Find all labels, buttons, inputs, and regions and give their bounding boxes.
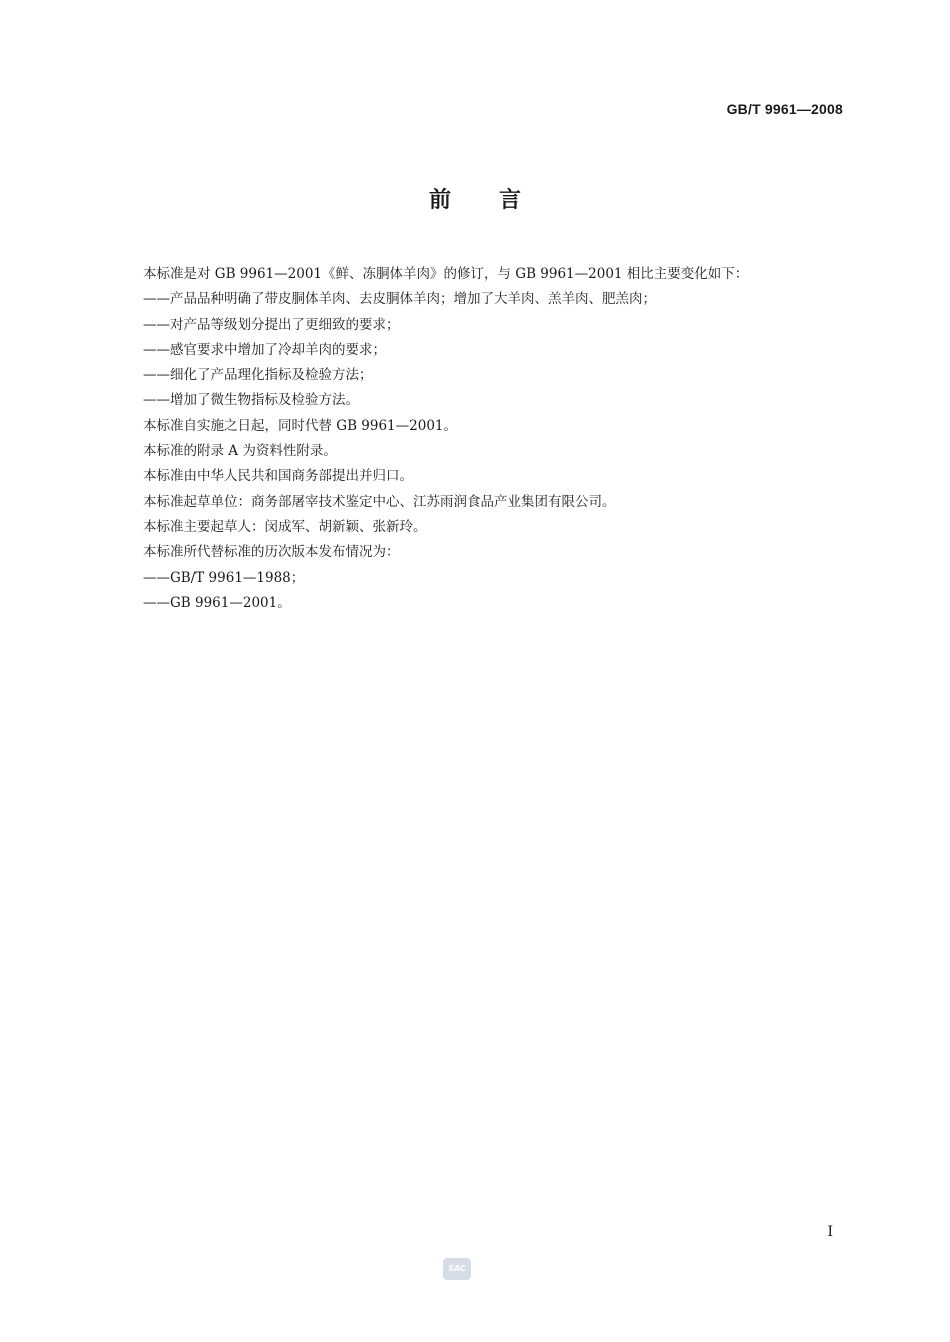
body-line: ——对产品等级划分提出了更细致的要求；: [143, 316, 400, 333]
body-line: 本标准由中华人民共和国商务部提出并归口。: [143, 468, 413, 485]
body-line: 本标准主要起草人：闵成军、胡新颖、张新玲。: [143, 518, 427, 535]
page-number: I: [827, 1224, 833, 1240]
body-line: 本标准是对 GB 9961—2001《鲜、冻胴体羊肉》的修订，与 GB 9961—2001 相比主要变化如下：: [143, 266, 749, 282]
body-line: 本标准的附录 A 为资料性附录。: [143, 443, 337, 460]
body-line: ——细化了产品理化指标及检验方法；: [143, 367, 373, 384]
body-line: 本标准所代替标准的历次版本发布情况为：: [143, 544, 400, 561]
body-line: ——产品品种明确了带皮胴体羊肉、去皮胴体羊肉；增加了大羊肉、羔羊肉、肥羔肉；: [143, 291, 656, 308]
body-line: 本标准自实施之日起，同时代替 GB 9961—2001。: [143, 417, 457, 434]
document-body: [143, 262, 823, 616]
body-line: ——GB/T 9961—1988；: [143, 569, 305, 586]
standard-number: GB/T 9961—2008: [726, 101, 843, 117]
sac-logo-icon: SAC: [443, 1258, 471, 1280]
page-title: 前言: [428, 188, 569, 213]
body-line: 本标准起草单位：商务部屠宰技术鉴定中心、江苏雨润食品产业集团有限公司。: [143, 493, 616, 510]
body-line: ——GB 9961—2001。: [143, 594, 291, 611]
body-line: ——增加了微生物指标及检验方法。: [143, 392, 359, 409]
body-line: ——感官要求中增加了冷却羊肉的要求；: [143, 341, 386, 358]
